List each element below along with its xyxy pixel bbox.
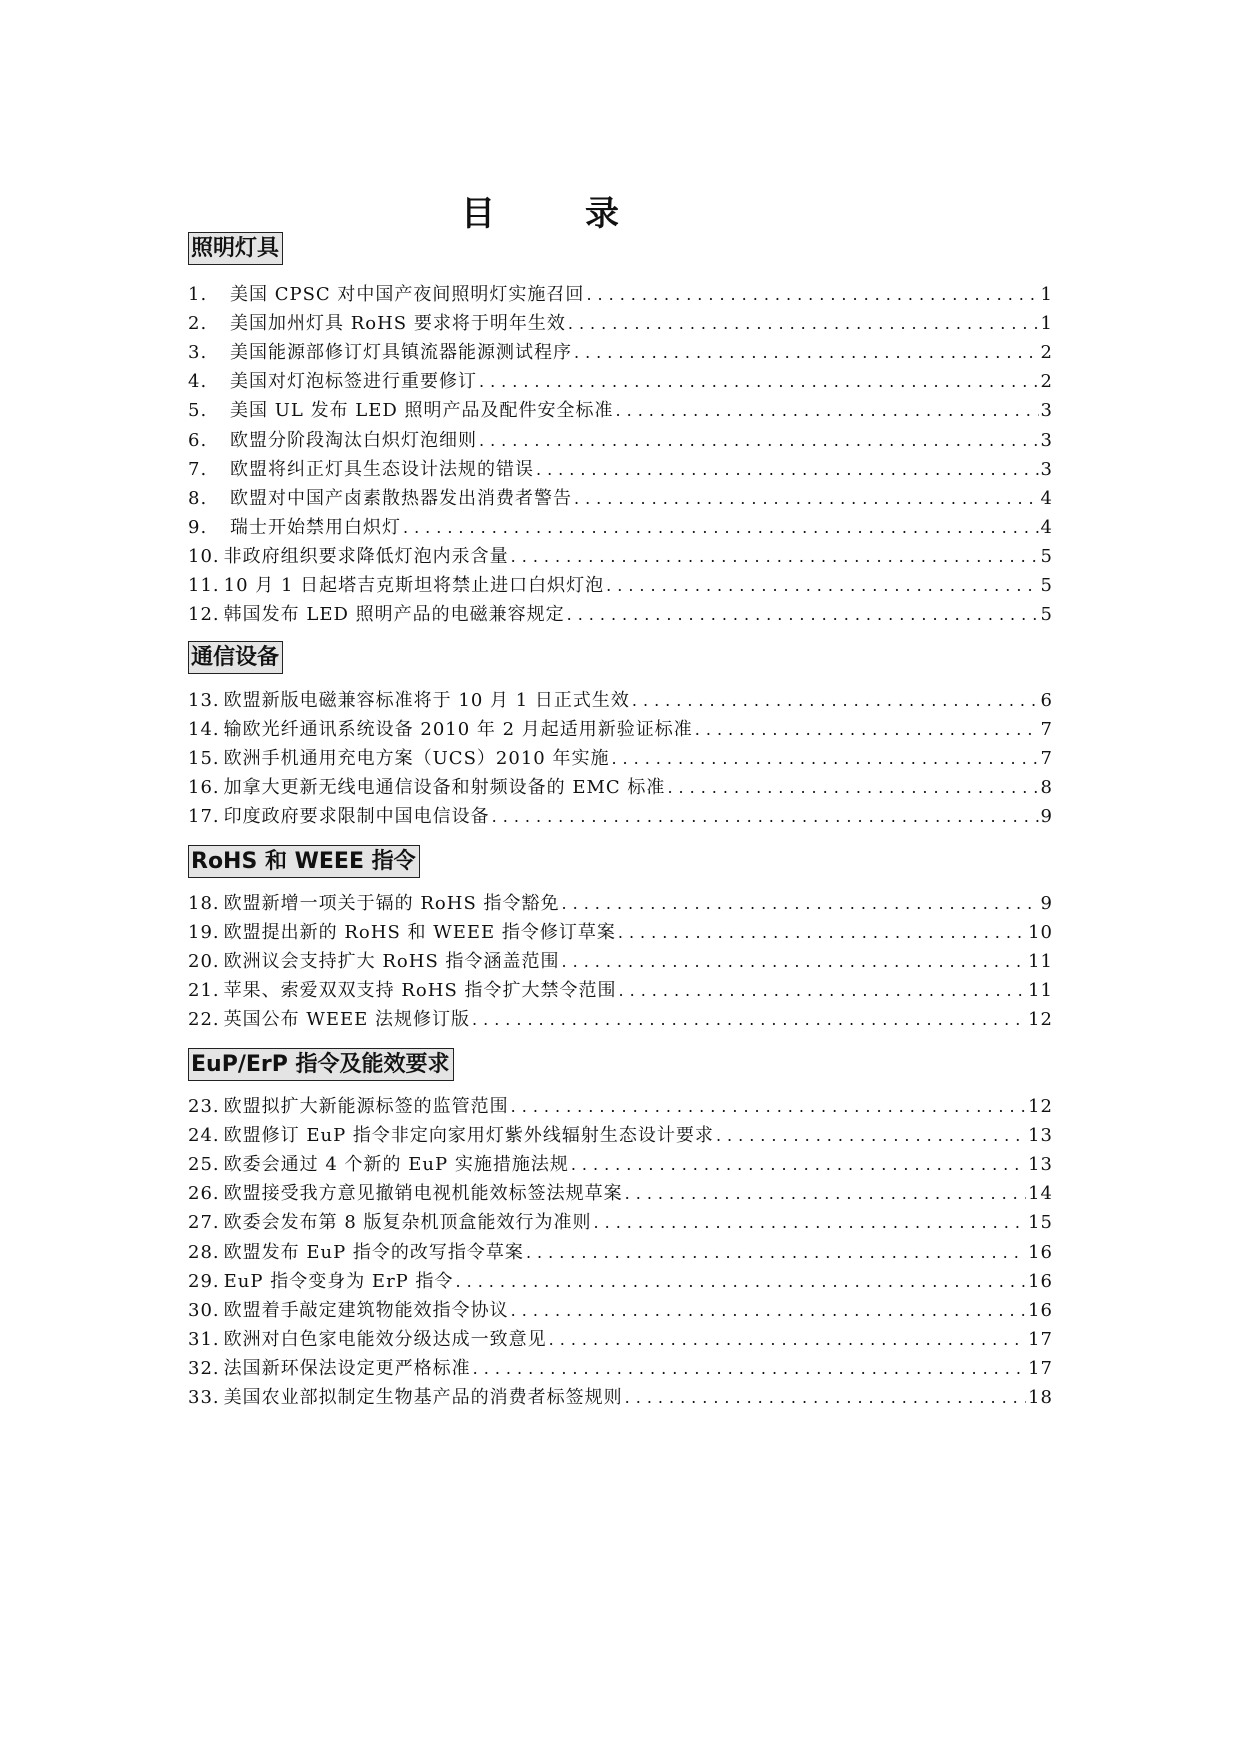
dot-leader [562, 890, 1039, 918]
toc-entry-page-number: 9 [1040, 806, 1053, 828]
toc-entry-page-number: 9 [1040, 893, 1053, 914]
dot-leader [511, 543, 1039, 571]
toc-entry[interactable] [188, 1006, 1053, 1034]
dot-leader [695, 716, 1039, 744]
toc-entry-number: 8. [188, 487, 208, 509]
toc-entry[interactable] [188, 1209, 1053, 1237]
dot-leader [586, 281, 1038, 309]
section-heading: EuP/ErP 指令及能效要求 [188, 1048, 454, 1081]
toc-entry-title: 10 月 1 日起塔吉克斯坦将禁止进口白炽灯泡 [223, 575, 605, 596]
section-heading: 通信设备 [188, 641, 283, 674]
toc-entry[interactable] [188, 368, 1053, 396]
toc-entry-page-number: 6 [1040, 690, 1053, 711]
dot-leader [568, 310, 1039, 338]
toc-entry-title: 美国 CPSC 对中国产夜间照明灯实施召回 [230, 284, 585, 305]
dot-leader [403, 514, 1039, 542]
toc-entry-title: 美国农业部拟制定生物基产品的消费者标签规则 [223, 1387, 623, 1408]
toc-entry-title: 韩国发布 LED 照明产品的电磁兼容规定 [223, 604, 565, 626]
toc-entry-number: 25. [188, 1154, 220, 1176]
toc-entry-page-number: 12 [1028, 1009, 1053, 1031]
toc-entry-title: 欧盟分阶段淘汰白炽灯泡细则 [230, 429, 477, 451]
toc-entry-page-number: 4 [1040, 487, 1053, 509]
toc-entry[interactable] [188, 1355, 1053, 1383]
toc-entry-title: 欧盟着手敲定建筑物能效指令协议 [223, 1299, 509, 1321]
toc-entry-title: 欧盟新版电磁兼容标准将于 10 月 1 日正式生效 [223, 690, 630, 711]
toc-entry-page-number: 17 [1028, 1357, 1053, 1379]
toc-entry[interactable] [188, 601, 1053, 629]
toc-entry-page-number: 5 [1040, 575, 1053, 596]
toc-entry-title: 欧洲议会支持扩大 RoHS 指令涵盖范围 [223, 951, 560, 973]
dot-leader [618, 919, 1026, 947]
section-heading: RoHS 和 WEEE 指令 [188, 845, 420, 878]
toc-entry-page-number: 3 [1040, 400, 1053, 422]
toc-entry-number: 18. [188, 893, 220, 914]
toc-entry-number: 13. [188, 690, 220, 711]
toc-entry-number: 29. [188, 1270, 220, 1292]
toc-entry-number: 4. [188, 371, 208, 393]
toc-entry-page-number: 5 [1040, 604, 1053, 626]
dot-leader [594, 1209, 1027, 1237]
toc-entry[interactable] [188, 1268, 1053, 1296]
toc-entry-number: 5. [188, 400, 208, 422]
toc-entry-title: 苹果、索爱双双支持 RoHS 指令扩大禁令范围 [223, 980, 617, 1002]
toc-entry-page-number: 18 [1028, 1387, 1053, 1408]
toc-entry-page-number: 2 [1040, 371, 1053, 393]
dot-leader [549, 1326, 1026, 1354]
toc-entry-title: 欧委会通过 4 个新的 EuP 实施措施法规 [223, 1154, 569, 1176]
dot-leader [571, 1151, 1026, 1179]
toc-entry-number: 21. [188, 980, 220, 1002]
toc-entry-page-number: 1 [1040, 284, 1053, 305]
toc-entry-title: 美国对灯泡标签进行重要修订 [230, 371, 477, 393]
toc-entry[interactable] [188, 745, 1053, 773]
dot-leader [511, 1297, 1026, 1325]
dot-leader [574, 339, 1039, 367]
toc-entry-number: 30. [188, 1299, 220, 1321]
toc-entry[interactable] [188, 456, 1053, 484]
toc-entry[interactable] [188, 427, 1053, 455]
toc-entry-page-number: 5 [1040, 545, 1053, 567]
dot-leader [632, 687, 1039, 715]
dot-leader [716, 1122, 1026, 1150]
toc-entry-title: 法国新环保法设定更严格标准 [223, 1357, 471, 1379]
toc-entry-page-number: 4 [1040, 516, 1053, 538]
toc-entry-title: 欧盟对中国产卤素散热器发出消费者警告 [230, 487, 572, 509]
toc-entry-page-number: 11 [1028, 951, 1053, 973]
toc-entry-title: 欧委会发布第 8 版复杂机顶盒能效行为准则 [223, 1212, 592, 1234]
toc-entry[interactable] [188, 1122, 1053, 1150]
toc-entry-page-number: 2 [1040, 342, 1053, 364]
dot-leader [536, 456, 1039, 484]
toc-entry[interactable] [188, 803, 1053, 831]
dot-leader [562, 948, 1027, 976]
toc-entry[interactable] [188, 485, 1053, 513]
toc-entry-page-number: 14 [1028, 1183, 1053, 1205]
toc-entry-number: 26. [188, 1183, 220, 1205]
toc-entry-title: 欧洲手机通用充电方案（UCS）2010 年实施 [223, 748, 610, 770]
toc-entry-page-number: 12 [1028, 1096, 1053, 1117]
toc-entry-title: 欧盟发布 EuP 指令的改写指令草案 [223, 1241, 524, 1263]
toc-entry-title: 欧盟接受我方意见撤销电视机能效标签法规草案 [223, 1183, 623, 1205]
toc-entry-number: 1. [188, 284, 208, 305]
toc-entry[interactable] [188, 774, 1053, 802]
toc-entry-page-number: 10 [1028, 922, 1053, 944]
toc-entry[interactable] [188, 948, 1053, 976]
toc-entry-number: 22. [188, 1009, 220, 1031]
toc-entry-page-number: 1 [1040, 313, 1053, 335]
dot-leader [473, 1355, 1026, 1383]
toc-entry[interactable] [188, 919, 1053, 947]
toc-entry-number: 14. [188, 719, 220, 741]
section-heading: 照明灯具 [188, 232, 283, 265]
toc-entry-title: 瑞士开始禁用白炽灯 [230, 516, 401, 538]
toc-entry-number: 17. [188, 806, 220, 828]
toc-entry-title: 欧洲对白色家电能效分级达成一致意见 [223, 1328, 547, 1350]
toc-entry[interactable] [188, 514, 1053, 542]
toc-entry[interactable] [188, 543, 1053, 571]
toc-entry-page-number: 7 [1040, 719, 1053, 741]
dot-leader [667, 774, 1038, 802]
toc-entry[interactable] [188, 1384, 1053, 1412]
toc-entry-title: 美国能源部修订灯具镇流器能源测试程序 [230, 342, 572, 364]
toc-entry-title: 美国 UL 发布 LED 照明产品及配件安全标准 [230, 400, 614, 422]
dot-leader [574, 485, 1039, 513]
toc-entry-page-number: 13 [1028, 1154, 1053, 1176]
toc-entry-title: 欧盟修订 EuP 指令非定向家用灯紫外线辐射生态设计要求 [223, 1125, 714, 1147]
toc-entry-page-number: 8 [1040, 777, 1053, 799]
toc-entry-title: 印度政府要求限制中国电信设备 [223, 806, 490, 828]
toc-entry-number: 27. [188, 1212, 220, 1234]
toc-entry-number: 11. [188, 575, 220, 596]
dot-leader [479, 368, 1039, 396]
toc-entry-page-number: 16 [1028, 1241, 1053, 1263]
toc-entry[interactable] [188, 310, 1053, 338]
toc-entry-page-number: 16 [1028, 1299, 1053, 1321]
toc-entry-number: 10. [188, 545, 220, 567]
dot-leader [625, 1180, 1026, 1208]
toc-entry[interactable] [188, 339, 1053, 367]
dot-leader [625, 1384, 1026, 1412]
toc-entry-number: 2. [188, 313, 208, 335]
toc-entry-number: 31. [188, 1328, 220, 1350]
toc-entry-number: 28. [188, 1241, 220, 1263]
toc-entry[interactable] [188, 890, 1053, 918]
toc-entry-title: 欧盟将纠正灯具生态设计法规的错误 [230, 458, 534, 480]
toc-entry-number: 7. [188, 458, 208, 480]
toc-entry-title: 英国公布 WEEE 法规修订版 [223, 1009, 471, 1031]
toc-entry-number: 19. [188, 922, 220, 944]
toc-entry-page-number: 7 [1040, 748, 1053, 770]
toc-entry-title: 欧盟拟扩大新能源标签的监管范围 [223, 1096, 509, 1117]
toc-entry[interactable] [188, 1239, 1053, 1267]
dot-leader [616, 397, 1039, 425]
toc-entry-page-number: 15 [1028, 1212, 1053, 1234]
toc-entry[interactable] [188, 716, 1053, 744]
dot-leader [567, 601, 1039, 629]
dot-leader [611, 745, 1038, 773]
toc-entry-number: 32. [188, 1357, 220, 1379]
toc-entry[interactable] [188, 1180, 1053, 1208]
dot-leader [456, 1268, 1027, 1296]
toc-entry-page-number: 13 [1028, 1125, 1053, 1147]
dot-leader [492, 803, 1039, 831]
toc-entry-number: 6. [188, 429, 208, 451]
toc-entry-page-number: 3 [1040, 458, 1053, 480]
toc-entry-number: 23. [188, 1096, 220, 1117]
page-title-char-2: 录 [585, 194, 619, 234]
toc-entry[interactable] [188, 687, 1053, 715]
toc-entry-number: 16. [188, 777, 220, 799]
toc-entry[interactable] [188, 977, 1053, 1005]
toc-entry-title: 输欧光纤通讯系统设备 2010 年 2 月起适用新验证标准 [223, 719, 693, 741]
toc-entry-number: 33. [188, 1387, 220, 1408]
dot-leader [526, 1239, 1026, 1267]
toc-entry-title: 欧盟提出新的 RoHS 和 WEEE 指令修订草案 [223, 922, 616, 944]
page-title-char-1: 目 [461, 194, 495, 234]
dot-leader [479, 427, 1039, 455]
toc-entry[interactable] [188, 1151, 1053, 1179]
toc-entry[interactable] [188, 281, 1053, 309]
toc-entry-title: 美国加州灯具 RoHS 要求将于明年生效 [230, 313, 566, 335]
toc-entry-title: EuP 指令变身为 ErP 指令 [223, 1270, 454, 1292]
toc-entry[interactable] [188, 1093, 1053, 1121]
toc-entry[interactable] [188, 397, 1053, 425]
toc-entry-page-number: 17 [1028, 1328, 1053, 1350]
dot-leader [472, 1006, 1026, 1034]
toc-entry-number: 9. [188, 516, 208, 538]
toc-entry-number: 15. [188, 748, 220, 770]
dot-leader [511, 1093, 1026, 1121]
toc-entry[interactable] [188, 1297, 1053, 1325]
toc-entry-title: 欧盟新增一项关于镉的 RoHS 指令豁免 [223, 893, 560, 914]
dot-leader [606, 572, 1038, 600]
toc-entry[interactable] [188, 572, 1053, 600]
toc-entry-number: 24. [188, 1125, 220, 1147]
toc-entry-number: 3. [188, 342, 208, 364]
toc-entry-page-number: 3 [1040, 429, 1053, 451]
toc-entry-number: 20. [188, 951, 220, 973]
toc-entry-title: 非政府组织要求降低灯泡内汞含量 [223, 545, 509, 567]
toc-entry-title: 加拿大更新无线电通信设备和射频设备的 EMC 标准 [223, 777, 666, 799]
toc-entry-page-number: 16 [1028, 1270, 1053, 1292]
toc-entry-page-number: 11 [1028, 980, 1053, 1002]
dot-leader [619, 977, 1027, 1005]
toc-entry[interactable] [188, 1326, 1053, 1354]
toc-entry-number: 12. [188, 604, 220, 626]
page-title [350, 186, 730, 235]
